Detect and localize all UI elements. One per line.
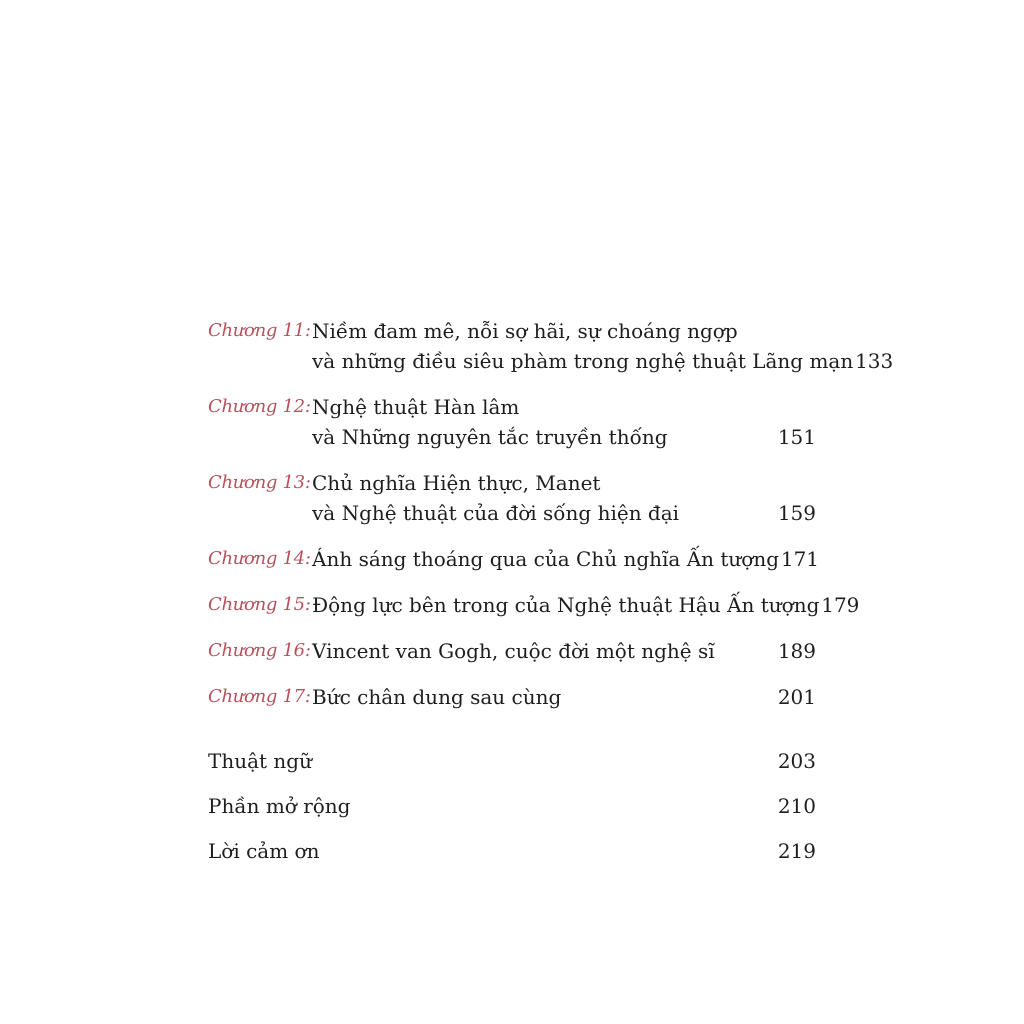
- page-number: 189: [777, 639, 816, 663]
- toc-entry-acknowledgements: [208, 836, 816, 866]
- chapter-title-line: và Những nguyên tắc truyền thống: [312, 425, 668, 449]
- chapter-label: Chương 11:: [208, 320, 311, 341]
- page-number: 210: [777, 794, 816, 818]
- back-matter-list: [208, 746, 816, 866]
- chapter-title-line: Chủ nghĩa Hiện thực, Manet: [312, 471, 601, 495]
- chapter-title-line: Động lực bên trong của Nghệ thuật Hậu Ấn tượng: [312, 593, 820, 617]
- chapter-title-line: Vincent van Gogh, cuộc đời một nghệ sĩ: [312, 639, 715, 663]
- chapter-label: Chương 15:: [208, 594, 311, 615]
- chapter-title-line: Nghệ thuật Hàn lâm: [312, 395, 520, 419]
- page-number: 133: [855, 349, 894, 373]
- toc-entry-chapter-11: [208, 316, 894, 376]
- toc-entry-chapter-15: [208, 590, 860, 620]
- entry-title: Phần mở rộng: [208, 794, 351, 818]
- toc-entry-chapter-14: [208, 544, 820, 574]
- chapter-label: Chương 16:: [208, 640, 311, 661]
- page-number: 201: [777, 685, 816, 709]
- page-number: 151: [777, 425, 816, 449]
- toc-entry-chapter-16: [208, 636, 816, 666]
- toc-entry-chapter-17: [208, 682, 816, 712]
- chapter-label: Chương 12:: [208, 396, 311, 417]
- toc-entry-glossary: [208, 746, 816, 776]
- chapter-label: Chương 17:: [208, 686, 311, 707]
- chapter-title-line: Ánh sáng thoáng qua của Chủ nghĩa Ấn tượng: [312, 547, 780, 571]
- chapter-title-line: Niềm đam mê, nỗi sợ hãi, sự choáng ngợp: [312, 319, 738, 343]
- page-number: 219: [777, 839, 816, 863]
- chapter-title-line: và những điều siêu phàm trong nghệ thuật Lãng mạn: [312, 349, 854, 373]
- chapter-title-line: và Nghệ thuật của đời sống hiện đại: [312, 501, 680, 525]
- chapter-label: Chương 13:: [208, 472, 311, 493]
- toc-entry-appendix: [208, 791, 816, 821]
- page-number: 179: [821, 593, 860, 617]
- page-number: 159: [777, 501, 816, 525]
- page-number: 171: [780, 547, 820, 571]
- chapter-label: Chương 14:: [208, 548, 311, 569]
- entry-title: Lời cảm ơn: [208, 839, 320, 863]
- entry-title: Thuật ngữ: [208, 749, 312, 773]
- table-of-contents: [208, 316, 894, 881]
- chapter-title-line: Bức chân dung sau cùng: [312, 685, 562, 709]
- toc-entry-chapter-12: [208, 392, 816, 452]
- page-number: 203: [777, 749, 816, 773]
- toc-entry-chapter-13: [208, 468, 816, 528]
